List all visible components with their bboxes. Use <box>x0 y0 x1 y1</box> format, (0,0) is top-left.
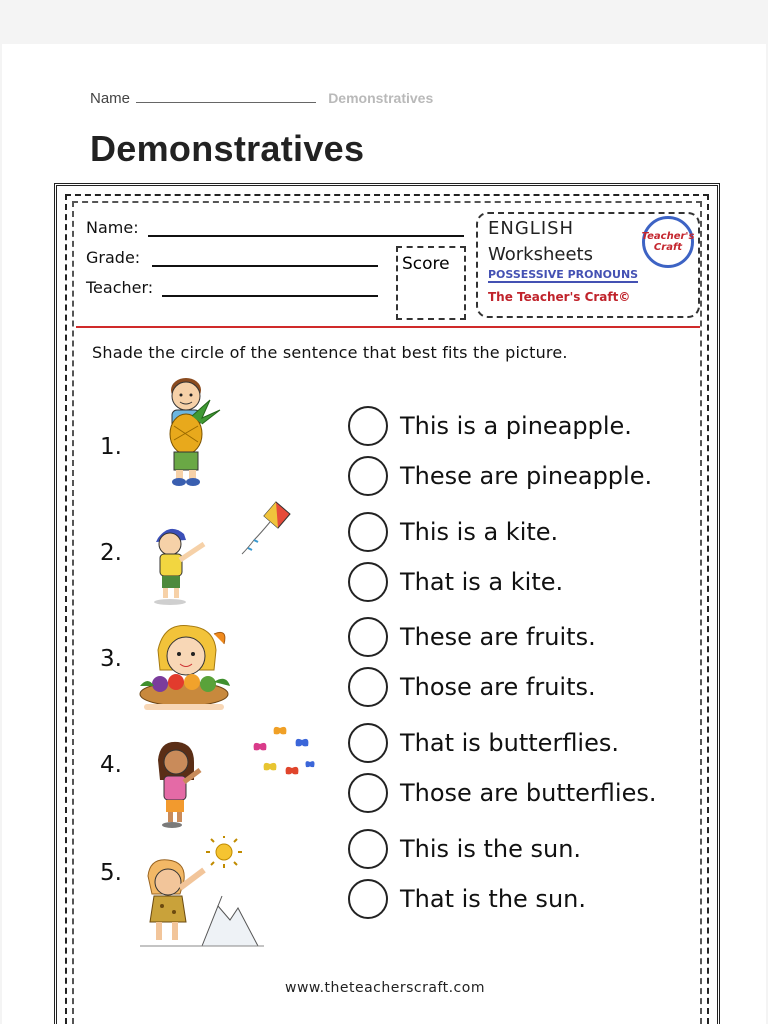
boy-pointing-icon <box>148 520 210 606</box>
answer-option[interactable] <box>348 406 632 446</box>
instruction-text: Shade the circle of the sentence that best fits the picture. <box>92 343 568 362</box>
brand-box <box>476 212 700 318</box>
teacher-field <box>86 278 153 297</box>
top-name-line <box>90 90 433 107</box>
score-box <box>396 246 466 320</box>
teachers-craft-logo <box>642 216 694 268</box>
logo-line1: Teacher's <box>641 231 695 242</box>
answer-circle[interactable] <box>348 512 388 552</box>
teacher-label: Teacher: <box>86 278 154 297</box>
answer-circle[interactable] <box>348 667 388 707</box>
answer-option[interactable] <box>348 512 559 552</box>
answer-option[interactable] <box>348 879 586 919</box>
answer-circle[interactable] <box>348 879 388 919</box>
option-text: That is a kite. <box>400 568 564 596</box>
question-number: 1. <box>100 434 122 460</box>
score-label: Score <box>402 254 450 274</box>
answer-circle[interactable] <box>348 723 388 763</box>
option-text: Those are fruits. <box>400 673 596 701</box>
brand-english: ENGLISH <box>488 218 575 239</box>
answer-option[interactable] <box>348 773 657 813</box>
option-text: That is the sun. <box>400 885 586 913</box>
answer-option[interactable] <box>348 667 596 707</box>
option-text: Those are butterflies. <box>400 779 657 807</box>
answer-option[interactable] <box>348 829 582 869</box>
question-number: 3. <box>100 646 122 672</box>
kite-icon <box>240 500 292 558</box>
logo-line2: Craft <box>653 242 683 253</box>
option-text: That is butterflies. <box>400 729 619 757</box>
name-rule <box>148 235 464 237</box>
page-title: Demonstratives <box>90 128 365 169</box>
caveman-and-sun-icon <box>140 836 264 952</box>
footer-url: www.theteacherscraft.com <box>285 980 485 996</box>
top-name-rule <box>136 92 316 103</box>
top-subtitle: Demonstratives <box>328 90 434 106</box>
answer-circle[interactable] <box>348 456 388 496</box>
grade-label: Grade: <box>86 248 141 267</box>
question-number: 5. <box>100 860 122 886</box>
copyright-mark: © <box>618 290 631 304</box>
answer-option[interactable] <box>348 617 596 657</box>
name-label: Name: <box>86 218 139 237</box>
answer-circle[interactable] <box>348 829 388 869</box>
answer-circle[interactable] <box>348 773 388 813</box>
question-number: 4. <box>100 752 122 778</box>
top-name-label: Name <box>90 90 131 107</box>
answer-circle[interactable] <box>348 617 388 657</box>
option-text: This is a kite. <box>400 518 559 546</box>
name-field <box>86 218 139 237</box>
option-text: This is a pineapple. <box>400 412 632 440</box>
brand-topic: POSSESSIVE PRONOUNS <box>488 268 639 281</box>
girl-pointing-icon <box>150 740 206 828</box>
answer-option[interactable] <box>348 723 619 763</box>
answer-circle[interactable] <box>348 562 388 602</box>
brand-credit-text: The Teacher's Craft <box>488 290 619 304</box>
option-text: This is the sun. <box>400 835 582 863</box>
brand-credit <box>488 290 630 304</box>
grade-rule <box>152 265 378 267</box>
grade-field <box>86 248 140 267</box>
option-text: These are fruits. <box>400 623 596 651</box>
option-text: These are pineapple. <box>400 462 653 490</box>
girl-with-fruit-icon <box>134 620 234 712</box>
answer-option[interactable] <box>348 456 653 496</box>
question-number: 2. <box>100 540 122 566</box>
brand-worksheets: Worksheets <box>488 244 593 265</box>
boy-with-pineapple-icon <box>158 370 228 490</box>
answer-circle[interactable] <box>348 406 388 446</box>
teacher-rule <box>162 295 378 297</box>
answer-option[interactable] <box>348 562 564 602</box>
header-divider <box>76 326 700 328</box>
butterflies-icon <box>250 722 320 788</box>
